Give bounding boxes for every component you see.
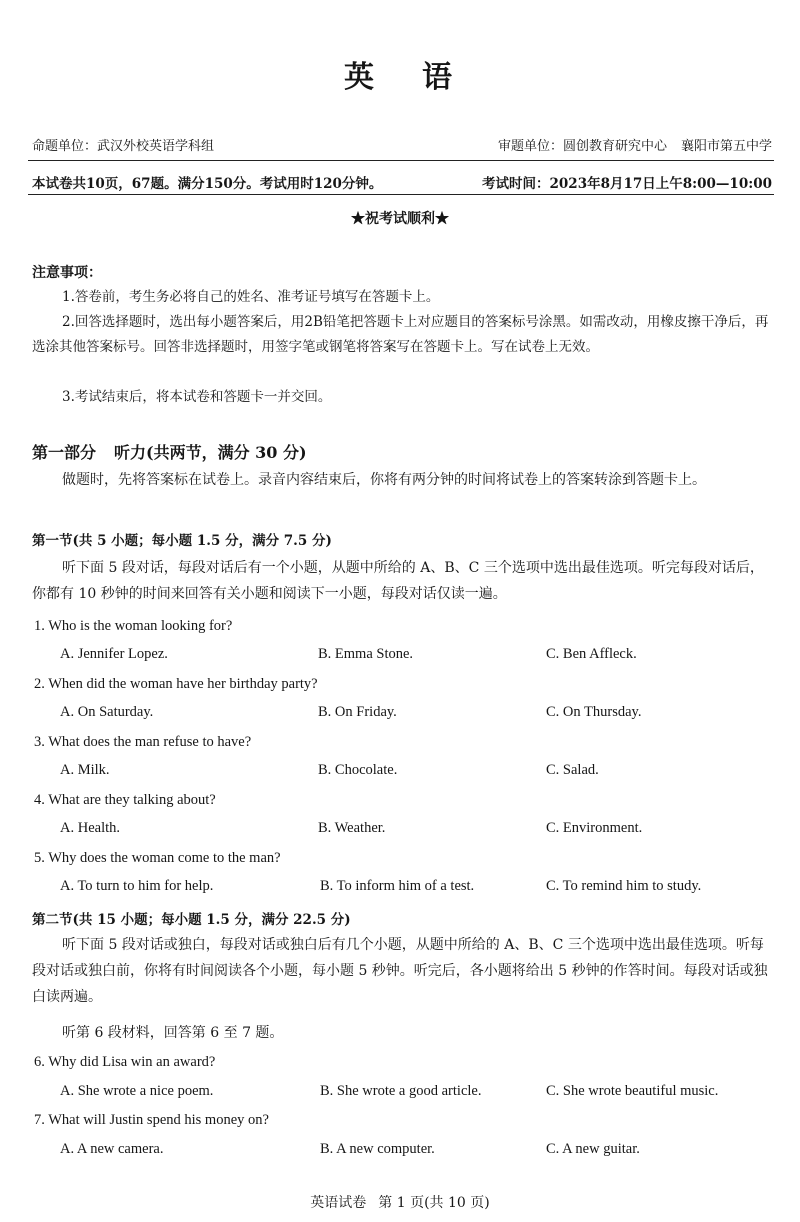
part1-title: 听力(共两节，满分 30 分) bbox=[114, 443, 307, 462]
q2-option-a: A. On Saturday. bbox=[60, 704, 154, 720]
q6-option-c: C. She wrote beautiful music. bbox=[546, 1083, 719, 1099]
review-unit: 审题单位：圆创教育研究中心 bbox=[497, 139, 667, 154]
q3-option-b: B. Chocolate. bbox=[318, 762, 398, 778]
question-7 bbox=[34, 1112, 269, 1129]
q7-option-c: C. A new guitar. bbox=[546, 1141, 640, 1157]
exam-info: 本试卷共10页，67题。满分150分。考试用时120分钟。 bbox=[32, 176, 383, 192]
question-4 bbox=[34, 792, 216, 809]
good-luck-banner: ★祝考试顺利★ bbox=[351, 211, 449, 227]
question-number: 6. bbox=[34, 1054, 45, 1070]
footer-page: 第 1 页(共 10 页) bbox=[378, 1195, 490, 1211]
q6-option-b: B. She wrote a good article. bbox=[320, 1083, 482, 1099]
review-school: 襄阳市第五中学 bbox=[680, 139, 772, 154]
title-char-1: 英 bbox=[344, 60, 378, 95]
part1-intro: 做题时，先将答案标在试卷上。录音内容结束后，你将有两分钟的时间将试卷上的答案转涂到答题卡上。 bbox=[62, 472, 706, 488]
q4-option-c: C. Environment. bbox=[546, 820, 643, 836]
note-item-3: 3.考试结束后，将本试卷和答题卡一并交回。 bbox=[62, 389, 332, 405]
question-text: Who is the woman looking for? bbox=[48, 618, 233, 634]
note-item-2: 2.回答选择题时，选出每小题答案后，用2B铅笔把答题卡上对应题目的答案标号涂黑。如需改动，用橡皮擦干净后，再选涂其他答案标号。回答非选择题时，用签字笔或钢笔将答案写在答题卡上。写在试卷上无效。 bbox=[32, 314, 769, 355]
q1-option-b: B. Emma Stone. bbox=[318, 646, 414, 662]
question-text: When did the woman have her birthday party? bbox=[48, 676, 318, 692]
question-2 bbox=[34, 676, 318, 693]
q1-option-c: C. Ben Affleck. bbox=[546, 646, 637, 662]
q2-option-b: B. On Friday. bbox=[318, 704, 397, 720]
q7-option-b: B. A new computer. bbox=[320, 1141, 435, 1157]
question-1 bbox=[34, 618, 232, 635]
material-6-instruction: 听第 6 段材料，回答第 6 至 7 题。 bbox=[62, 1025, 284, 1041]
header-divider bbox=[28, 160, 774, 161]
review-unit-group bbox=[484, 135, 772, 154]
question-6 bbox=[34, 1054, 215, 1071]
question-5 bbox=[34, 850, 281, 867]
question-number: 7. bbox=[34, 1112, 45, 1128]
question-text: What will Justin spend his money on? bbox=[48, 1112, 269, 1128]
q4-option-b: B. Weather. bbox=[318, 820, 386, 836]
part1-label: 第一部分 bbox=[32, 443, 97, 462]
q3-option-c: C. Salad. bbox=[546, 762, 599, 778]
title-char-2: 语 bbox=[422, 60, 456, 95]
q4-option-a: A. Health. bbox=[60, 820, 120, 836]
page-footer bbox=[0, 1192, 800, 1212]
section2-heading: 第二节(共 15 小题；每小题 1.5 分，满分 22.5 分) bbox=[32, 912, 351, 928]
question-text: Why does the woman come to the man? bbox=[48, 850, 281, 866]
footer-subject: 英语试卷 bbox=[310, 1195, 367, 1211]
exam-time: 考试时间：2023年8月17日上午8:00—10:00 bbox=[482, 176, 772, 192]
q6-option-a: A. She wrote a nice poem. bbox=[60, 1083, 214, 1099]
question-number: 1. bbox=[34, 618, 45, 634]
notes-title: 注意事项： bbox=[32, 265, 102, 281]
setter-unit: 命题单位：武汉外校英语学科组 bbox=[32, 139, 215, 154]
question-number: 3. bbox=[34, 734, 45, 750]
question-number: 2. bbox=[34, 676, 45, 692]
info-divider bbox=[28, 194, 774, 195]
section2-intro: 听下面 5 段对话或独白，每段对话或独白后有几个小题，从题中所给的 A、B、C 三个选项中选出最佳选项。听每段对话或独白前，你将有时间阅读各个小题，每小题 5 秒钟。听完后，各小题将给出 5 秒钟的作答时间。每段对话或独白读两遍。 bbox=[32, 937, 768, 1005]
page-title bbox=[0, 52, 800, 96]
question-number: 5. bbox=[34, 850, 45, 866]
question-text: Why did Lisa win an award? bbox=[48, 1054, 216, 1070]
q1-option-a: A. Jennifer Lopez. bbox=[60, 646, 168, 662]
question-number: 4. bbox=[34, 792, 45, 808]
q3-option-a: A. Milk. bbox=[60, 762, 110, 778]
section1-intro: 听下面 5 段对话，每段对话后有一个小题，从题中所给的 A、B、C 三个选项中选出最佳选项。听完每段对话后，你都有 10 秒钟的时间来回答有关小题和阅读下一小题，每段对话仅读一遍。 bbox=[32, 560, 764, 602]
question-text: What are they talking about? bbox=[48, 792, 216, 808]
q5-option-b: B. To inform him of a test. bbox=[320, 878, 475, 894]
part1-heading bbox=[32, 440, 307, 463]
note-item-1: 1.答卷前，考生务必将自己的姓名、准考证号填写在答题卡上。 bbox=[62, 289, 440, 305]
question-text: What does the man refuse to have? bbox=[48, 734, 252, 750]
q5-option-a: A. To turn to him for help. bbox=[60, 878, 214, 894]
question-3 bbox=[34, 734, 251, 751]
q7-option-a: A. A new camera. bbox=[60, 1141, 164, 1157]
q2-option-c: C. On Thursday. bbox=[546, 704, 642, 720]
section1-heading: 第一节(共 5 小题；每小题 1.5 分，满分 7.5 分) bbox=[32, 533, 332, 549]
q5-option-c: C. To remind him to study. bbox=[546, 878, 702, 894]
